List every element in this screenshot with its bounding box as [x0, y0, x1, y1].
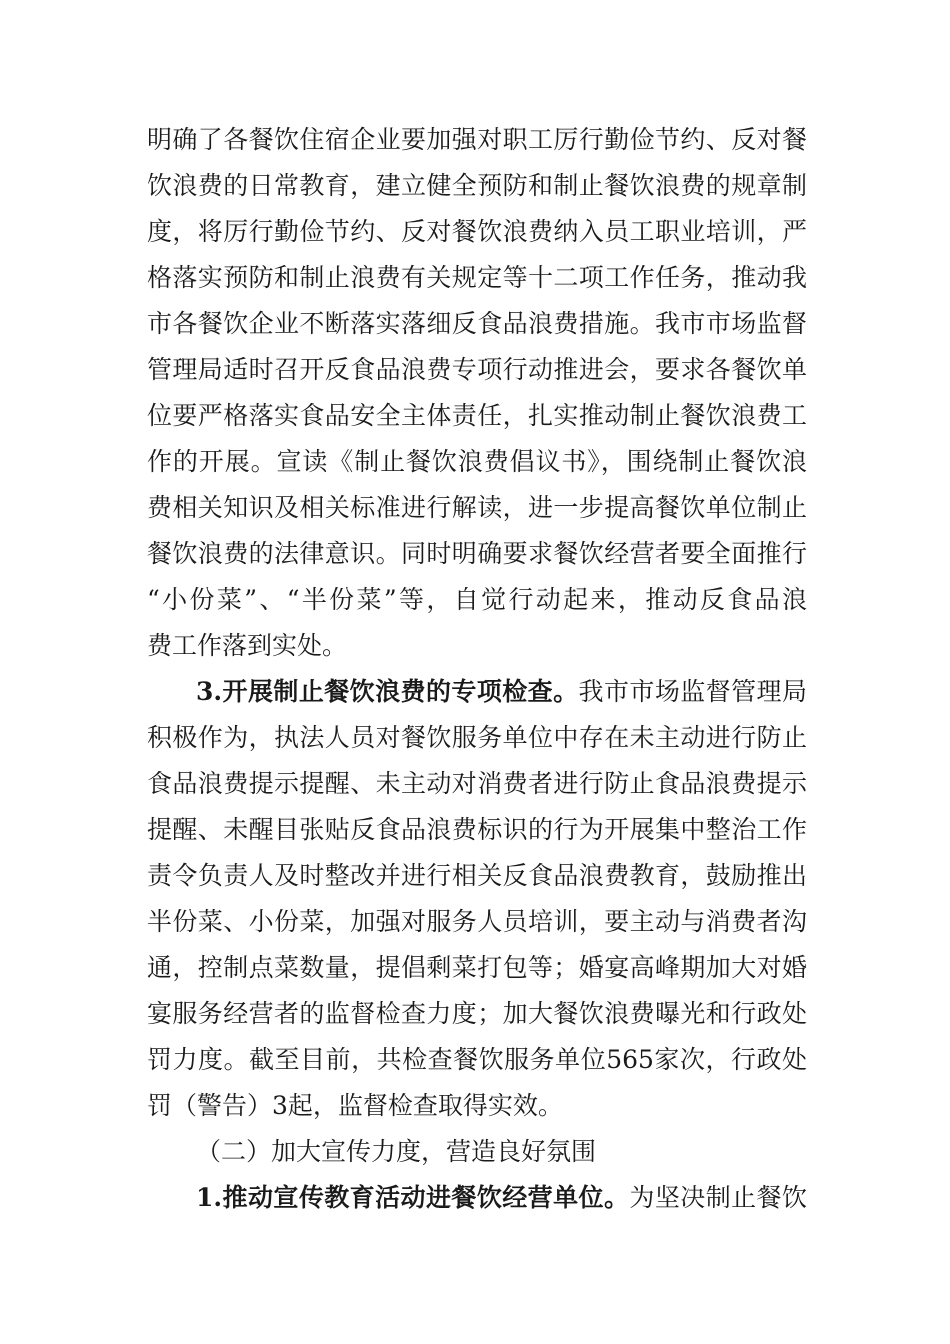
- section-1-first-line: [196, 1175, 807, 1221]
- paragraph-line: 半份菜、小份菜，加强对服务人员培训，要主动与消费者沟: [147, 907, 807, 936]
- paragraph-line: 明确了各餐饮住宿企业要加强对职工厉行勤俭节约、反对餐: [147, 125, 807, 154]
- paragraph-line: 饮浪费的日常教育，建立健全预防和制止餐饮浪费的规章制: [147, 171, 807, 200]
- paragraph-line: 积极作为，执法人员对餐饮服务单位中存在未主动进行防止: [147, 723, 807, 752]
- paragraph-line: 度，将厉行勤俭节约、反对餐饮浪费纳入员工职业培训，严: [147, 217, 807, 246]
- section-3-first-text: 我市市场监督管理局: [578, 677, 807, 706]
- paragraph-line: 费相关知识及相关标准进行解读，进一步提高餐饮单位制止: [147, 493, 807, 522]
- paragraph-line: 责令负责人及时整改并进行相关反食品浪费教育，鼓励推出: [147, 861, 807, 890]
- paragraph-line: “小份菜”、“半份菜”等，自觉行动起来，推动反食品浪: [147, 585, 807, 614]
- paragraph-line: 提醒、未醒目张贴反食品浪费标识的行为开展集中整治工作: [147, 815, 807, 844]
- paragraph-line: 食品浪费提示提醒、未主动对消费者进行防止食品浪费提示: [147, 769, 807, 798]
- paragraph-line: 作的开展。宣读《制止餐饮浪费倡议书》，围绕制止餐饮浪: [147, 447, 807, 476]
- paragraph-line: 宴服务经营者的监督检查力度；加大餐饮浪费曝光和行政处: [147, 999, 807, 1028]
- section-1-first-text: 为坚决制止餐饮: [629, 1183, 807, 1212]
- paragraph-line: 费工作落到实处。: [147, 631, 348, 660]
- section-3-first-line: [196, 669, 807, 715]
- paragraph-line: 通，控制点菜数量，提倡剩菜打包等；婚宴高峰期加大对婚: [147, 953, 807, 982]
- paragraph-line: 餐饮浪费的法律意识。同时明确要求餐饮经营者要全面推行: [147, 539, 807, 568]
- paragraph-line: 罚（警告）3起，监督检查取得实效。: [147, 1091, 563, 1120]
- paragraph-line: 市各餐饮企业不断落实落细反食品浪费措施。我市市场监督: [147, 309, 807, 338]
- section-1-heading: 1.推动宣传教育活动进餐饮经营单位。: [196, 1183, 630, 1212]
- paragraph-line: 位要严格落实食品安全主体责任，扎实推动制止餐饮浪费工: [147, 401, 807, 430]
- section-3-heading: 3.开展制止餐饮浪费的专项检查。: [196, 677, 579, 706]
- paragraph-line: 罚力度。截至目前，共检查餐饮服务单位565家次，行政处: [147, 1045, 807, 1074]
- paragraph-line: 管理局适时召开反食品浪费专项行动推进会，要求各餐饮单: [147, 355, 807, 384]
- section-subheading: （二）加大宣传力度，营造良好氛围: [196, 1137, 597, 1166]
- paragraph-line: 格落实预防和制止浪费有关规定等十二项工作任务，推动我: [147, 263, 807, 292]
